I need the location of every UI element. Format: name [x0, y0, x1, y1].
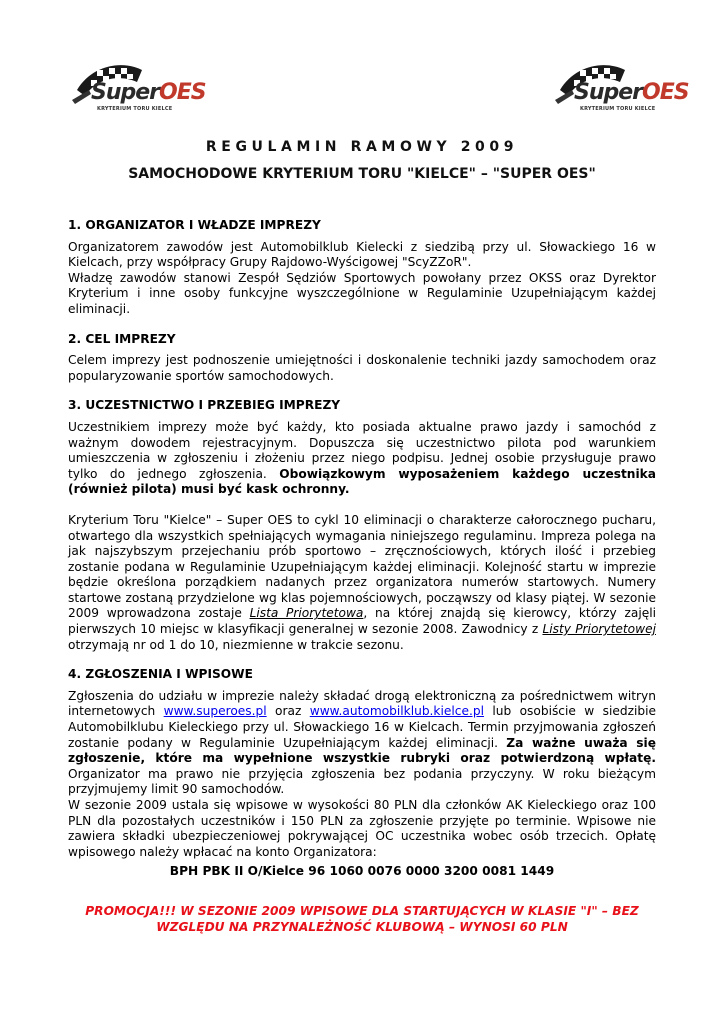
section-heading: 2. CEL IMPREZY [68, 331, 176, 346]
paragraph-text: Uczestnikiem imprezy może być każdy, kto posiada aktualne prawo jazdy i samochód z ważnym dowodem rejestracyjnym. Dopuszcza się uczestnictwo pilota pod warunkiem umieszczenia w zgłoszeniu i złożeniu przez niego podpisu. Jednej osobie przysługuje prawo tylko do jednego zgłoszenia. [68, 419, 656, 481]
paragraph: Organizatorem zawodów jest Automobilklub Kielecki z siedzibą przy ul. Słowackiego 16 w Kielcach, przy współpracy Grupy Rajdowo-Wyścigowej "ScyZZoR". [68, 239, 656, 270]
logo-oes-text: OES [159, 80, 206, 105]
paragraph [68, 420, 656, 498]
logo-super-text: Super [91, 80, 160, 105]
priority-list-link[interactable]: Listy Priorytetowej [542, 622, 656, 637]
paragraph-text: Organizator ma prawo nie przyjęcia zgłoszenia bez podania przyczyny. W roku bieżącym przyjmujemy limit 90 samochodów. [68, 766, 656, 797]
logo-subtitle: KRYTERIUM TORU KIELCE [97, 106, 173, 112]
superoes-link[interactable]: www.superoes.pl [163, 704, 267, 719]
section-organizer [68, 218, 656, 318]
paragraph-text: , na której znajdą się kierowcy, którzy zajęli pierwszych 10 miejsc w klasyfikacji generalnej w sezonie 2008. Zawodnicy z [68, 606, 656, 637]
document-subtitle: SAMOCHODOWE KRYTERIUM TORU "KIELCE" – "SUPER OES" [128, 166, 596, 182]
paragraph [68, 513, 656, 653]
valid-entry-rule: Za ważne uważa się zgłoszenie, które ma wypełnione wszystkie rubryki oraz potwierdzoną wpłatę. [68, 735, 656, 766]
promo-line: WZGLĘDU NA PRZYNALEŻNOŚĆ KLUBOWĄ – WYNOSI 60 PLN [156, 919, 568, 934]
bank-account: BPH PBK II O/Kielce 96 1060 0076 0000 3200 0081 1449 [169, 864, 555, 879]
promo-banner [68, 904, 656, 935]
automobilklub-link[interactable]: www.automobilklub.kielce.pl [309, 704, 484, 719]
paragraph: Władzę zawodów stanowi Zespół Sędziów Sportowych powołany przez OKSS oraz Dyrektor Kryterium i inne osoby funkcyjne wyszczególnione w Regulaminie Uzupełniającym każdej eliminacji. [68, 270, 656, 316]
section-goal [68, 332, 656, 385]
helmet-requirement: Obowiązkowym wyposażeniem każdego uczestnika (również pilota) musi być kask ochronny. [68, 466, 656, 497]
superoes-logo-right [550, 60, 689, 122]
section-heading: 1. ORGANIZATOR I WŁADZE IMPREZY [68, 218, 321, 232]
paragraph-text: Zgłoszenia do udziału w imprezie należy składać drogą elektroniczną za pośrednictwem witryn internetowych [68, 688, 656, 719]
superoes-logo-left [67, 60, 206, 122]
paragraph-text: otrzymają nr od 1 do 10, niezmienne w trakcie sezonu. [68, 637, 404, 652]
paragraph: W sezonie 2009 ustala się wpisowe w wysokości 80 PLN dla członków AK Kieleckiego oraz 100 PLN dla pozostałych uczestników i 150 PLN za zgłoszenie przyjęte po terminie. Wpisowe nie zawiera składki ubezpieczeniowej pokrywającej OC uczestnika wobec osób trzecich. Opłatę wpisowego należy wpłacać na konto Organizatora: [68, 798, 656, 859]
section-entries [68, 667, 656, 880]
paragraph [68, 689, 656, 798]
paragraph-text: oraz [266, 704, 310, 719]
paragraph-text: lub osobiście w siedzibie Automobilklubu Kieleckiego przy ul. Słowackiego 16 w Kielcach. Termin przyjmowania zgłoszeń zostanie podany w Regulaminie Uzupełniającym każdej eliminacji. [68, 704, 656, 750]
section-heading: 4. ZGŁOSZENIA I WPISOWE [68, 667, 253, 682]
paragraph: Celem imprezy jest podnoszenie umiejętności i doskonalenie techniki jazdy samochodem oraz popularyzowanie sportów samochodowych. [68, 353, 656, 383]
logo-subtitle: KRYTERIUM TORU KIELCE [580, 106, 656, 112]
section-heading: 3. UCZESTNICTWO I PRZEBIEG IMPREZY [68, 398, 341, 413]
section-participation [68, 398, 656, 653]
document-body [68, 218, 656, 935]
logo-super-text: Super [574, 80, 643, 105]
priority-list-link[interactable]: Lista Priorytetowa [249, 606, 364, 621]
logo-oes-text: OES [642, 80, 689, 105]
paragraph-text: Kryterium Toru "Kielce" – Super OES to cykl 10 eliminacji o charakterze całorocznego pucharu, otwartego dla wszystkich spełniających wymagania niniejszego regulaminu. Impreza polega na jak najszybszym przejechaniu prób sportowo – zręcznościowych, których ilość i przebieg zostanie podana w Regulaminie Uzupełniającym każdej eliminacji. Kolejność startu w imprezie będzie określona porządkiem nadanych przez organizatora numerów startowych. Numery startowe zostaną przydzielone wg klas pojemnościowych, począwszy od klasy piątej. W sezonie 2009 wprowadzona zostaje [68, 512, 656, 621]
promo-line: PROMOCJA!!! W SEZONIE 2009 WPISOWE DLA STARTUJĄCYCH W KLASIE "I" – BEZ [85, 903, 639, 918]
document-title: REGULAMIN RAMOWY 2009 [205, 139, 519, 155]
